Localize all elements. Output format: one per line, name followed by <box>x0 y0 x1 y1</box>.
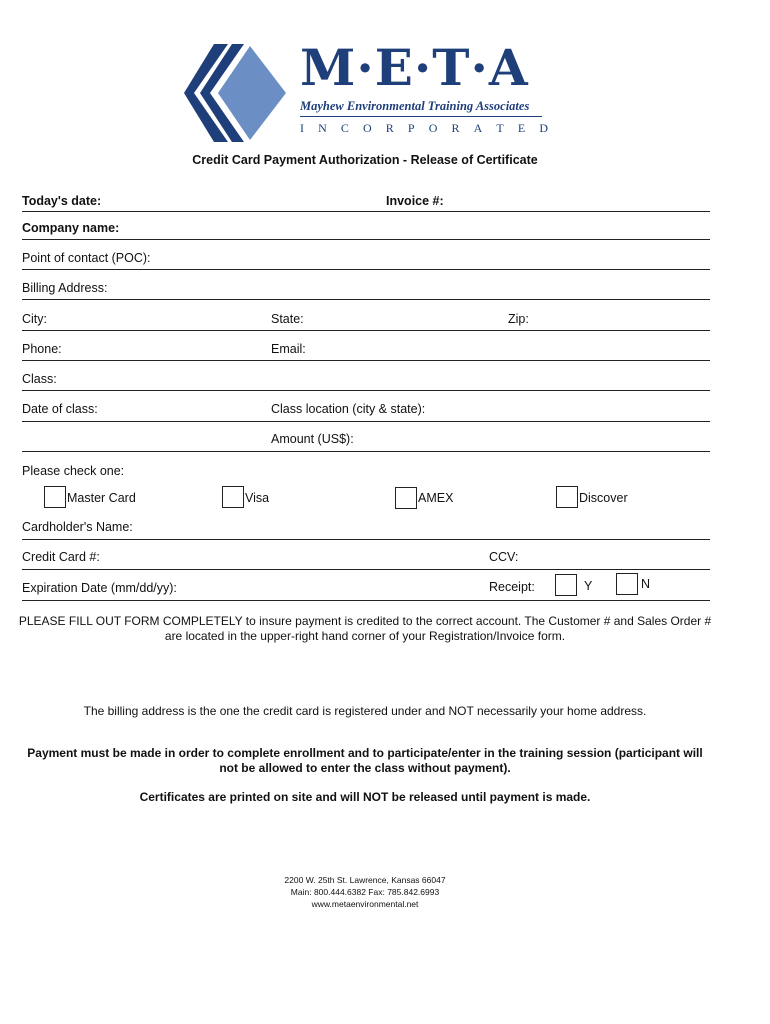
mastercard-checkbox[interactable] <box>44 486 66 508</box>
date-location-field[interactable] <box>22 421 710 422</box>
visa-checkbox[interactable] <box>222 486 244 508</box>
phone-label: Phone: <box>22 342 62 356</box>
discover-checkbox[interactable] <box>556 486 578 508</box>
todays-date-label: Today's date: <box>22 194 102 208</box>
logo-divider <box>300 116 542 117</box>
certificates-note: Certificates are printed on site and will NOT be released until payment is made. <box>139 790 591 804</box>
footer-phones: Main: 800.444.6382 Fax: 785.842.6993 <box>290 887 440 897</box>
cardholder-name-label: Cardholder's Name: <box>22 520 133 534</box>
cardholder-name-field[interactable] <box>22 539 710 540</box>
credit-card-field[interactable] <box>22 569 710 570</box>
receipt-no-label: N <box>641 577 651 591</box>
mastercard-label: Master Card <box>67 491 136 505</box>
amex-label: AMEX <box>418 491 454 505</box>
receipt-yes-checkbox[interactable] <box>555 574 577 596</box>
fill-out-note: PLEASE FILL OUT FORM COMPLETELY to insure payment is credited to the correct account. The Customer # and Sales Order # are located in the upper-right hand corner of your Registration/Invoice form. <box>18 614 712 643</box>
date-of-class-label: Date of class: <box>22 402 98 416</box>
company-name-label: Company name: <box>22 221 120 235</box>
meta-logo-mark-icon <box>184 44 294 142</box>
state-label: State: <box>271 312 304 326</box>
class-label: Class: <box>22 372 57 386</box>
billing-address-label: Billing Address: <box>22 281 108 295</box>
receipt-no-checkbox[interactable] <box>616 573 638 595</box>
document-title: Credit Card Payment Authorization - Release of Certificate <box>192 153 538 167</box>
expiration-label: Expiration Date (mm/dd/yy): <box>22 581 177 595</box>
logo-subtitle: Mayhew Environmental Training Associates <box>300 99 530 113</box>
amex-checkbox[interactable] <box>395 487 417 509</box>
payment-note: Payment must be made in order to complete enrollment and to participate/enter in the training session (participant will not be allowed to enter the class without payment). <box>27 746 703 775</box>
footer-address: 2200 W. 25th St. Lawrence, Kansas 66047 <box>284 875 446 885</box>
discover-label: Discover <box>579 491 628 505</box>
please-check-label: Please check one: <box>22 464 125 478</box>
expiration-field[interactable] <box>22 600 710 601</box>
class-field[interactable] <box>22 390 710 391</box>
email-label: Email: <box>271 342 306 356</box>
poc-label: Point of contact (POC): <box>22 251 151 265</box>
phone-email-field[interactable] <box>22 360 710 361</box>
amount-field[interactable] <box>22 451 710 452</box>
city-label: City: <box>22 312 47 326</box>
zip-label: Zip: <box>508 312 529 326</box>
visa-label: Visa <box>245 491 270 505</box>
logo-wordmark: M·E·T·A <box>300 38 529 97</box>
city-state-zip-field[interactable] <box>22 330 710 331</box>
amount-label: Amount (US$): <box>271 432 354 446</box>
receipt-label: Receipt: <box>489 580 535 594</box>
footer-website[interactable]: www.metaenvironmental.net <box>311 899 419 909</box>
billing-address-field[interactable] <box>22 299 710 300</box>
ccv-label: CCV: <box>489 550 519 564</box>
poc-field[interactable] <box>22 269 710 270</box>
todays-date-field[interactable] <box>22 211 710 212</box>
class-location-label: Class location (city & state): <box>271 402 426 416</box>
credit-card-label: Credit Card #: <box>22 550 100 564</box>
invoice-label: Invoice #: <box>386 194 444 208</box>
company-name-field[interactable] <box>22 239 710 240</box>
receipt-yes-label: Y <box>584 579 593 593</box>
billing-note: The billing address is the one the credit card is registered under and NOT necessarily your home address. <box>83 704 647 718</box>
logo-incorporated: I N C O R P O R A T E D <box>300 121 548 135</box>
